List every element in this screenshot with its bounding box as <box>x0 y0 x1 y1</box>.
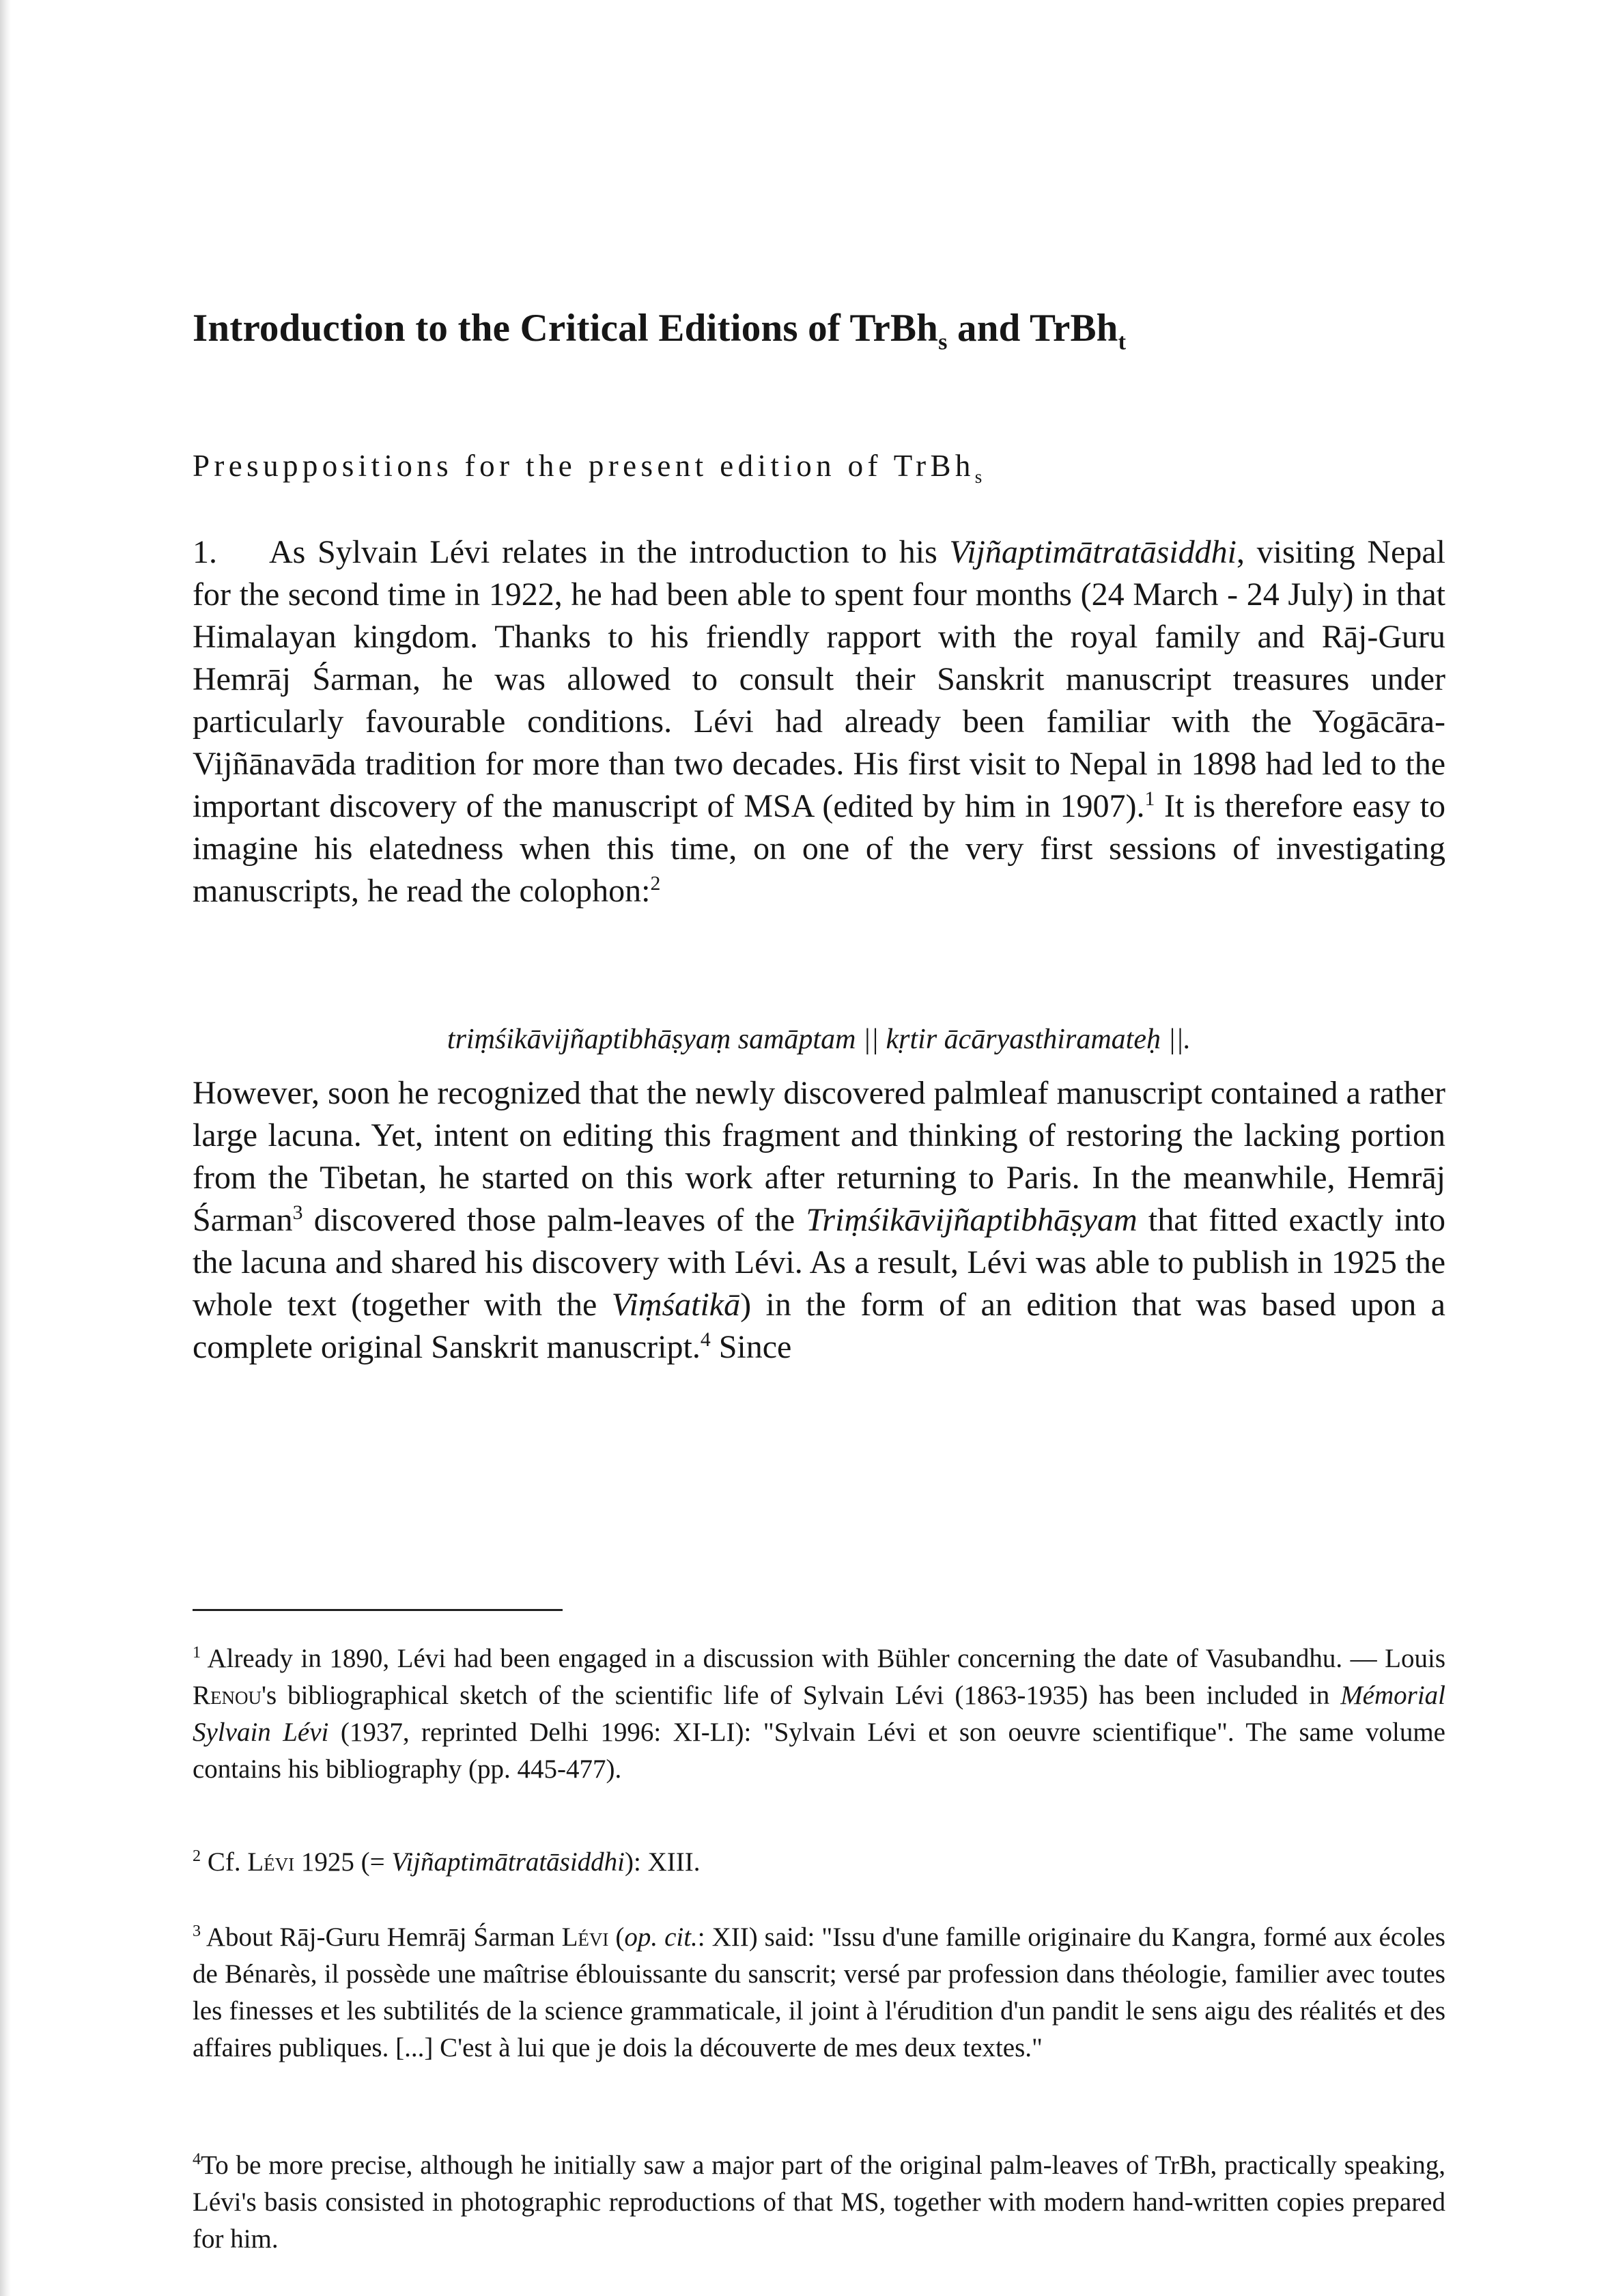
paragraph-1-text-c: It is therefore easy to imagine his elatedness when this time, on one of the very first sessions of investigating manuscripts, he read the colophon: <box>193 788 1445 909</box>
footnote-ref-3[interactable]: 3 <box>292 1201 303 1224</box>
footnote-2-text-a: Cf. <box>201 1847 248 1877</box>
title-text-mid: and TrBh <box>947 307 1118 350</box>
paragraph-2-title-italic: Triṃśikāvijñaptibhāṣyam <box>806 1202 1138 1238</box>
footnote-2-text-b: 1925 (= <box>294 1847 392 1877</box>
footnote-3 <box>193 1919 1445 2067</box>
page-title <box>193 306 1445 355</box>
footnote-4 <box>193 2147 1445 2258</box>
paragraph-1-text-b: , visiting Nepal for the second time in 1922, he had been able to spent four months (24 March - 24 July) in that Himalayan kingdom. Thanks to his friendly rapport with the royal family and Rāj-Guru Hemrāj Śarman, he was allowed to consult their Sanskrit manuscript treasures under particularly favourable conditions. Lévi had already been familiar with the Yogācāra-Vijñānavāda tradition for more than two decades. His first visit to Nepal in 1898 had led to the important discovery of the manuscript of MSA (edited by him in 1907). <box>193 534 1446 824</box>
paragraph-1 <box>193 531 1445 912</box>
paragraph-1-title-italic: Vijñaptimātratāsiddhi <box>949 534 1237 570</box>
title-subscript-s: s <box>938 329 948 355</box>
footnote-3-author-levi: Lévi <box>561 1922 609 1952</box>
title-text: Introduction to the Critical Editions of TrBh <box>193 307 939 350</box>
footnote-3-marker: 3 <box>193 1922 201 1940</box>
footnote-1-text-c: (1937, reprinted Delhi 1996: XI-LI): "Sylvain Lévi et son oeuvre scientifique". The same volume contains his bibliography (pp. 445-477). <box>193 1718 1445 1784</box>
paragraph-2-text-e: Since <box>710 1329 792 1365</box>
paragraph-2-text-c: that fitted exactly into the lacuna and shared his discovery with Lévi. As a result, Lévi was able to publish in 1925 the whole text (together with the <box>193 1202 1445 1323</box>
section-heading-subscript: s <box>974 466 987 487</box>
paragraph-2 <box>193 1072 1445 1369</box>
footnote-ref-4[interactable]: 4 <box>700 1328 711 1351</box>
footnote-2-title-italic: Vijñaptimātratāsiddhi <box>391 1847 625 1877</box>
paragraph-1-text-a: As Sylvain Lévi relates in the introduction to his <box>269 534 950 570</box>
footnote-2-marker: 2 <box>193 1847 201 1865</box>
footnote-2-text-c: ): XIII. <box>625 1847 701 1877</box>
footnote-3-text-a: About Rāj-Guru Hemrāj Śarman <box>201 1922 562 1952</box>
footnote-3-text-b: ( <box>608 1922 625 1952</box>
colophon-quote: triṃśikāvijñaptibhāṣyaṃ samāptam || kṛtir ācāryasthiramateḥ ||. <box>447 1024 1191 1055</box>
paragraph-2-text-b: discovered those palm-leaves of the <box>302 1202 806 1238</box>
footnote-1-text-a: Already in 1890, Lévi had been engaged in a discussion with Bühler concerning the date of Vasubandhu. — Louis <box>201 1644 1445 1673</box>
footnote-ref-2[interactable]: 2 <box>650 872 661 895</box>
paragraph-2-vimsatika-italic: Viṃśatikā <box>611 1287 741 1323</box>
footnote-3-text-c: : XII) said: "Issu d'une famille originaire du Kangra, formé aux écoles de Bénarès, il possède une maîtrise éblouissante du sanscrit; versé par profession dans théologie, familier avec toutes les finesses et les subtilités de la science grammaticale, il joint à l'érudition d'un pandit le sens aigu des réalités et des affaires publiques. [...] C'est à lui que je dois la découverte de mes deux textes." <box>193 1922 1445 2062</box>
footnote-1-author-renou: Renou <box>193 1681 262 1710</box>
footnote-4-marker: 4 <box>193 2150 201 2168</box>
document-page <box>193 0 1445 2296</box>
footnote-4-text-a: To be more precise, although he initially saw a major part of the original palm-leaves of TrBh, practically speaking, Lévi's basis consisted in photographic reproductions of that MS, together with modern hand-written copies prepared for him. <box>193 2151 1445 2254</box>
section-heading-text: Presuppositions for the present edition of TrBh <box>193 449 975 483</box>
footnote-1 <box>193 1640 1445 1788</box>
title-subscript-t: t <box>1118 329 1127 355</box>
footnote-1-text-b: 's bibliographical sketch of the scientific life of Sylvain Lévi (1863-1935) has been included in <box>262 1681 1341 1710</box>
paragraph-number: 1. <box>193 534 217 570</box>
footnote-1-marker: 1 <box>193 1643 201 1662</box>
footnote-2 <box>193 1844 1445 1881</box>
footnote-ref-1[interactable]: 1 <box>1144 787 1155 810</box>
paragraph-2-text-d: ) in the form of an edition that was based upon a complete original Sanskrit manuscript. <box>193 1287 1445 1365</box>
paragraph-2-text-a: However, soon he recognized that the newly discovered palmleaf manuscript contained a rather large lacuna. Yet, intent on editing this fragment and thinking of restoring the lacking portion from the Tibetan, he started on this work after returning to Paris. In the meanwhile, Hemrāj Śarman <box>193 1075 1445 1238</box>
footnote-3-opcit-italic: op. cit. <box>624 1922 698 1952</box>
scan-edge-shadow <box>0 0 11 2296</box>
footnote-2-author-levi: Lévi <box>247 1847 295 1877</box>
section-heading <box>193 448 1445 488</box>
footnote-separator <box>193 1609 563 1611</box>
footnote-1-title-italic: Mémorial Sylvain Lévi <box>193 1681 1445 1747</box>
